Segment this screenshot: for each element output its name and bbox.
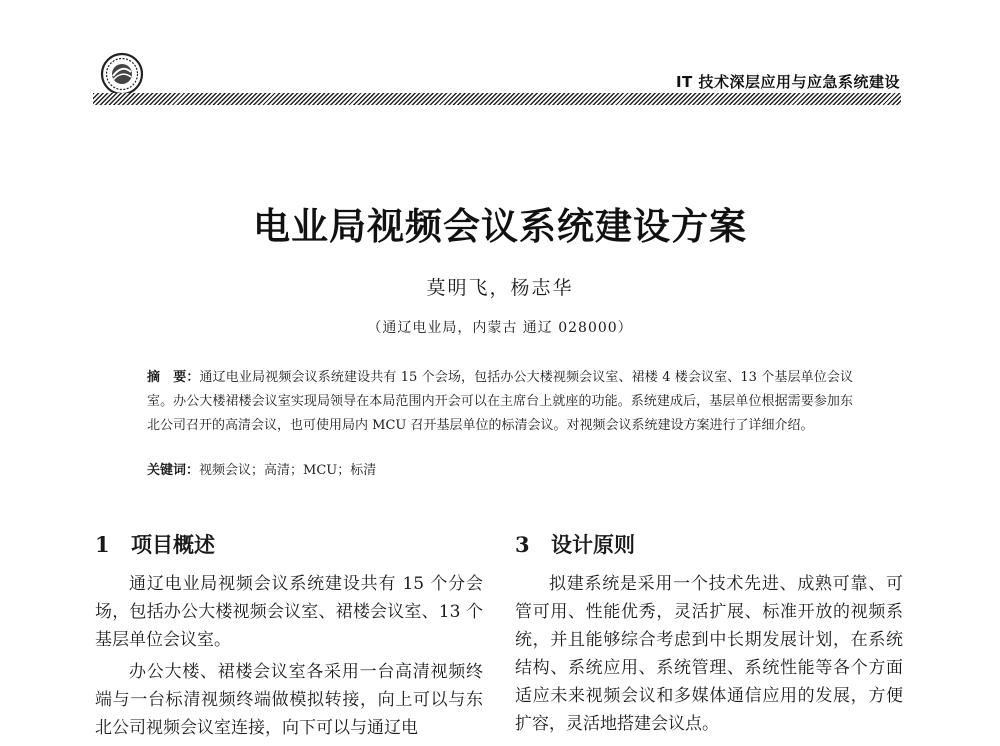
paragraph: 拟建系统是采用一个技术先进、成熟可靠、可管可用、性能优秀，灵活扩展、标准开放的视频系统，并且能够综合考虑到中长期发展计划，在系统结构、系统应用、系统管理、系统性能等各个方面适应未来视频会议和多媒体通信应用的发展，方便扩容，灵活地搭建会议点。: [515, 574, 903, 734]
keywords-text: 视频会议；高清；MCU；标清: [199, 463, 377, 478]
paragraph: 办公大楼、裙楼会议室各采用一台高清视频终端与一台标清视频终端做模拟转接，向上可以与东北公司视频会议室连接，向下可以与通辽电: [95, 662, 483, 738]
paragraph: 通辽电业局视频会议系统建设共有 15 个分会场，包括办公大楼视频会议室、裙楼会议室、13 个基层单位会议室。: [95, 574, 483, 650]
keywords: [147, 459, 853, 483]
journal-logo: [100, 52, 144, 96]
journal-section-header: IT 技术深层应用与应急系统建设: [675, 73, 900, 91]
column-left: [95, 570, 483, 746]
article-title: 电业局视频会议系统建设方案: [253, 204, 747, 248]
section-title: 项目概述: [131, 532, 215, 557]
keywords-label: 关键词：: [147, 463, 200, 478]
section-number: 1: [95, 532, 110, 557]
section-heading: [515, 529, 635, 559]
abstract-label: 摘 要：: [147, 370, 200, 385]
header-rule: [93, 93, 901, 105]
section-title: 设计原则: [551, 532, 635, 557]
column-right: [515, 570, 903, 742]
article-affiliation: （通辽电业局，内蒙古 通辽 028000）: [367, 320, 633, 336]
section-heading: [95, 529, 215, 559]
article-authors: 莫明飞，杨志华: [426, 277, 574, 299]
abstract: [147, 366, 853, 438]
abstract-text: 通辽电业局视频会议系统建设共有 15 个会场，包括办公大楼视频会议室、裙楼 4 楼会议室、13 个基层单位会议室。办公大楼裙楼会议室实现局领导在本局范围内开会可以在主席台上就座的功能。系统建成后，基层单位根据需要参加东北公司召开的高清会议，也可使用局内 MCU 召开基层单位的标清会议。对视频会议系统建设方案进行了详细介绍。: [147, 370, 853, 433]
section-number: 3: [515, 532, 530, 557]
